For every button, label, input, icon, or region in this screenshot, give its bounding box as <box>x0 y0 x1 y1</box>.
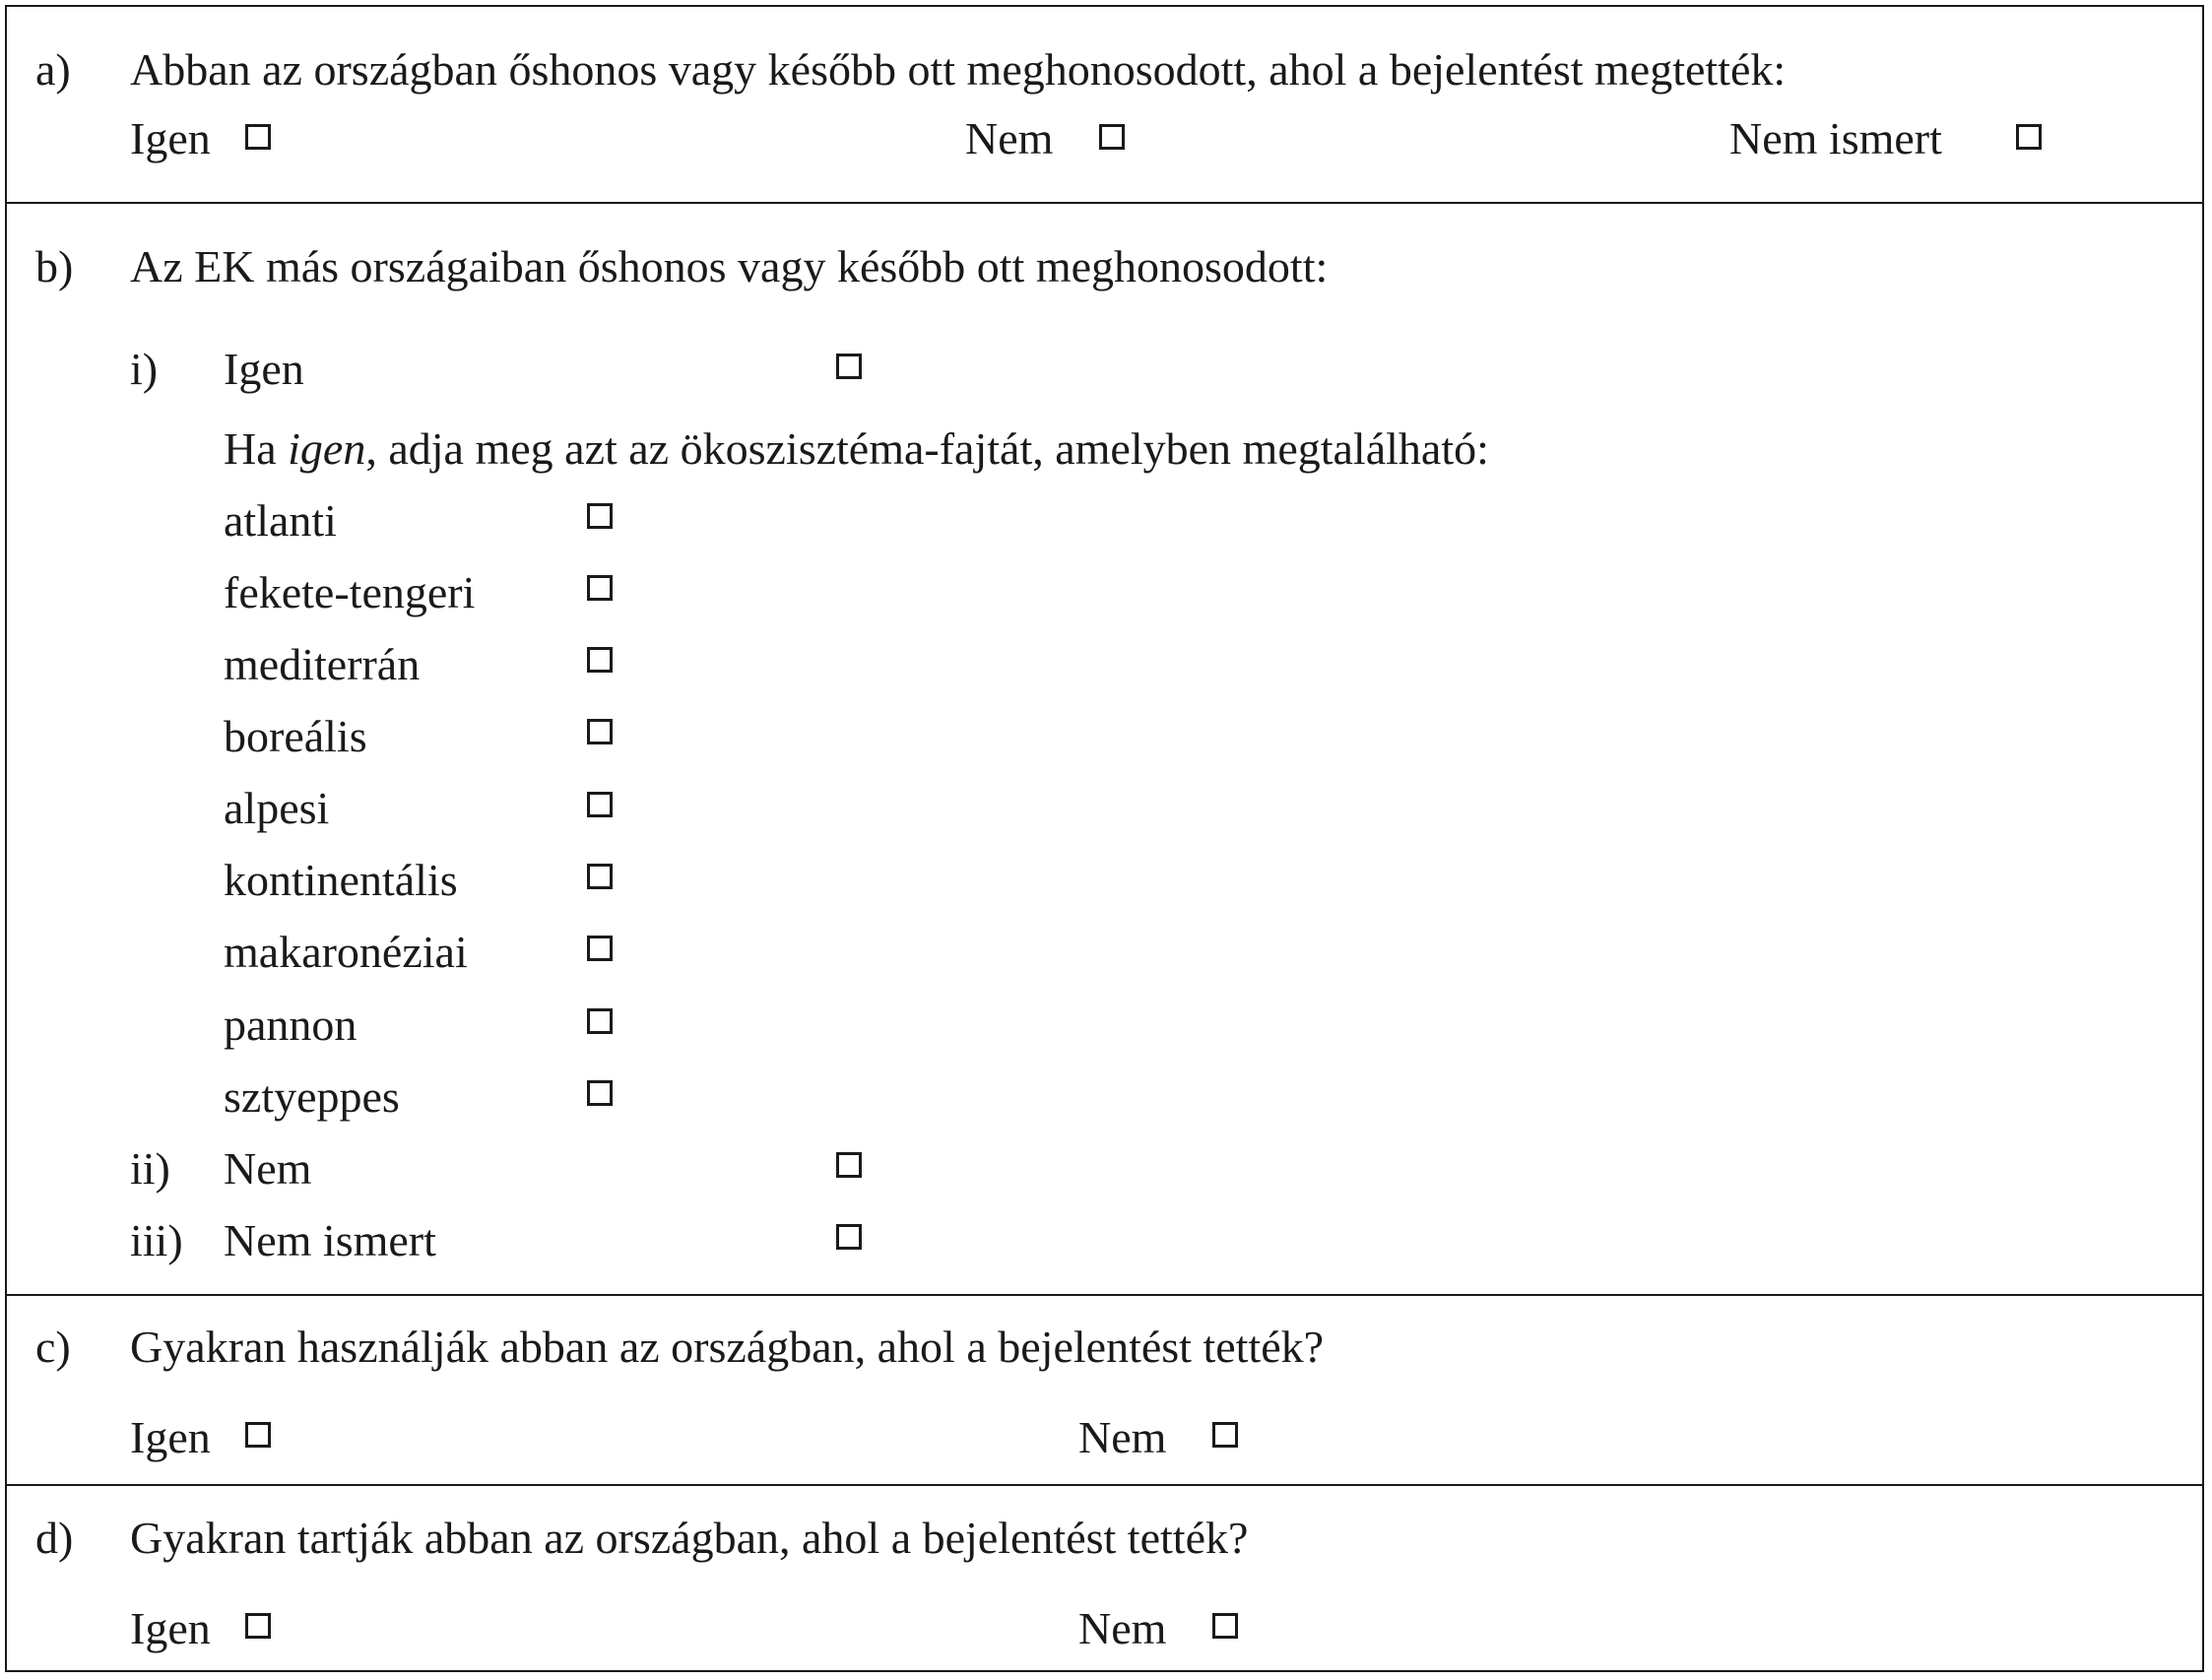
ecosystem-label: makaronéziai <box>224 927 468 977</box>
item-iii-label: Nem ismert <box>224 1215 436 1265</box>
item-ii-numeral: ii) <box>130 1143 170 1194</box>
section-d-no-label: Nem <box>1078 1603 1167 1653</box>
ecosystem-label: sztyeppes <box>224 1071 400 1122</box>
section-c-no-checkbox[interactable] <box>1212 1422 1238 1448</box>
ecosystem-label: pannon <box>224 1000 358 1050</box>
ecosystem-label: alpesi <box>224 783 330 833</box>
section-a-unknown-checkbox[interactable] <box>2016 124 2042 150</box>
section-a-letter: a) <box>35 44 71 95</box>
section-c-no-label: Nem <box>1078 1412 1167 1462</box>
ecosystem-checkbox[interactable] <box>587 936 613 961</box>
ecosystem-checkbox[interactable] <box>587 647 613 673</box>
section-c-question: Gyakran használják abban az országban, ahol a bejelentést tették? <box>130 1322 1325 1372</box>
ecosystem-label: kontinentális <box>224 855 458 905</box>
ecosystem-prompt-emphasis: igen <box>288 423 366 474</box>
ecosystem-checkbox[interactable] <box>587 792 613 817</box>
section-c-yes-checkbox[interactable] <box>245 1422 271 1448</box>
item-i-numeral: i) <box>130 344 159 394</box>
section-d-yes-checkbox[interactable] <box>245 1613 271 1639</box>
section-b-question: Az EK más országaiban őshonos vagy később ott meghonosodott: <box>130 241 1329 291</box>
item-iii-numeral: iii) <box>130 1215 183 1265</box>
ecosystem-checkbox[interactable] <box>587 719 613 744</box>
section-d-yes-label: Igen <box>130 1603 211 1653</box>
section-a-unknown-label: Nem ismert <box>1729 113 1942 163</box>
item-ii-checkbox[interactable] <box>836 1152 862 1178</box>
ecosystem-checkbox[interactable] <box>587 864 613 889</box>
section-a-yes-checkbox[interactable] <box>245 124 271 150</box>
ecosystem-prompt: Ha igen, adja meg azt az ökoszisztéma-fajtát, amelyben megtalálható: <box>224 423 1489 474</box>
ecosystem-label: fekete-tengeri <box>224 567 476 617</box>
section-a-question: Abban az országban őshonos vagy később ott meghonosodott, ahol a bejelentést megtették: <box>130 44 1787 95</box>
section-d-question: Gyakran tartják abban az országban, ahol a bejelentést tették? <box>130 1513 1249 1563</box>
section-a-yes-label: Igen <box>130 113 211 163</box>
section-d-no-checkbox[interactable] <box>1212 1613 1238 1639</box>
ecosystem-checkbox[interactable] <box>587 575 613 601</box>
ecosystem-label: mediterrán <box>224 639 421 689</box>
section-c-letter: c) <box>35 1322 71 1372</box>
ecosystem-checkbox[interactable] <box>587 1008 613 1034</box>
ecosystem-checkbox[interactable] <box>587 503 613 529</box>
item-ii-label: Nem <box>224 1143 312 1194</box>
section-d-letter: d) <box>35 1513 74 1563</box>
ecosystem-checkbox[interactable] <box>587 1080 613 1106</box>
section-divider-bc <box>7 1294 2202 1296</box>
section-b-letter: b) <box>35 241 74 291</box>
section-a-no-checkbox[interactable] <box>1099 124 1125 150</box>
item-iii-checkbox[interactable] <box>836 1224 862 1250</box>
section-divider-cd <box>7 1484 2202 1486</box>
section-divider-ab <box>7 202 2202 204</box>
item-i-checkbox[interactable] <box>836 354 862 379</box>
section-a-no-label: Nem <box>965 113 1054 163</box>
ecosystem-label: boreális <box>224 711 367 761</box>
ecosystem-label: atlanti <box>224 495 337 546</box>
section-c-yes-label: Igen <box>130 1412 211 1462</box>
item-i-label: Igen <box>224 344 304 394</box>
